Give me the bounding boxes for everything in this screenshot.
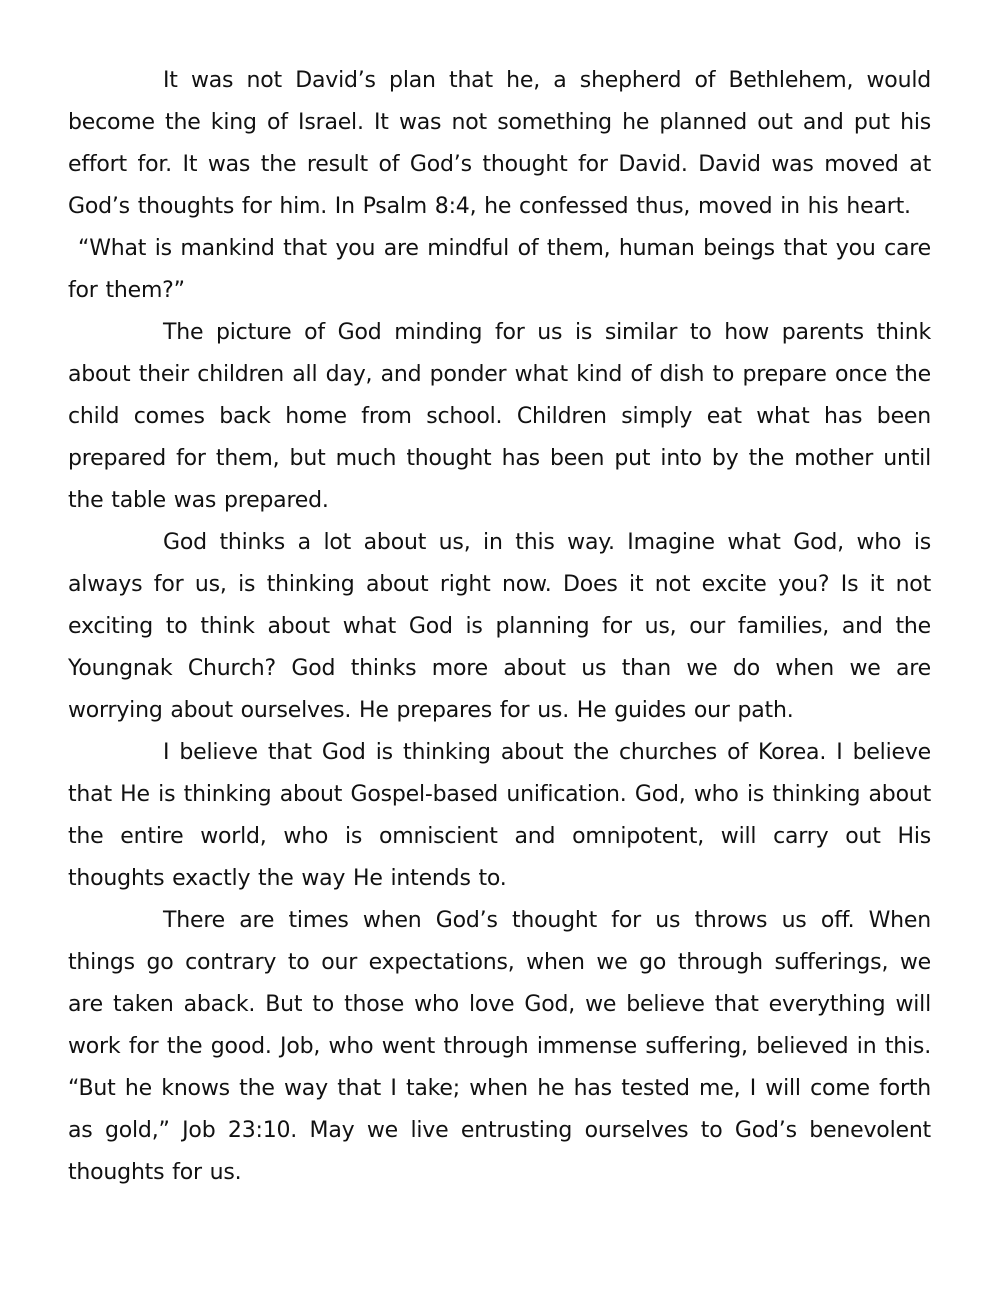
paragraph-psalm-quote: “What is mankind that you are mindful of them, human beings that you care for them?” bbox=[68, 236, 931, 303]
paragraph-god-thinks: God thinks a lot about us, in this way. Imagine what God, who is always for us, is thinking about right now. Does it not excite you? Is it not exciting to think about what God is planning for us, our families, and the Youngnak Church? God thinks more about us than we do when we are worrying about ourselves. He prepares for us. He guides our path. bbox=[68, 530, 931, 723]
document-page bbox=[68, 60, 931, 1194]
paragraph-job-suffering: There are times when God’s thought for us throws us off. When things go contrary to our expectations, when we go through sufferings, we are taken aback. But to those who love God, we believe that everything will work for the good. Job, who went through immense suffering, believed in this. “But he knows the way that I take; when he has tested me, I will come forth as gold,” Job 23:10. May we live entrusting ourselves to God’s benevolent thoughts for us. bbox=[68, 908, 931, 1185]
paragraph-davids-plan: It was not David’s plan that he, a shepherd of Bethlehem, would become the king of Israel. It was not something he planned out and put his effort for. It was the result of God’s thought for David. David was moved at God’s thoughts for him. In Psalm 8:4, he confessed thus, moved in his heart. bbox=[68, 68, 931, 219]
paragraph-parents-picture: The picture of God minding for us is similar to how parents think about their children all day, and ponder what kind of dish to prepare once the child comes back home from school. Children simply eat what has been prepared for them, but much thought has been put into by the mother until the table was prepared. bbox=[68, 320, 931, 513]
paragraph-churches-of-korea: I believe that God is thinking about the churches of Korea. I believe that He is thinking about Gospel-based unification. God, who is thinking about the entire world, who is omniscient and omnipotent, will carry out His thoughts exactly the way He intends to. bbox=[68, 740, 931, 891]
